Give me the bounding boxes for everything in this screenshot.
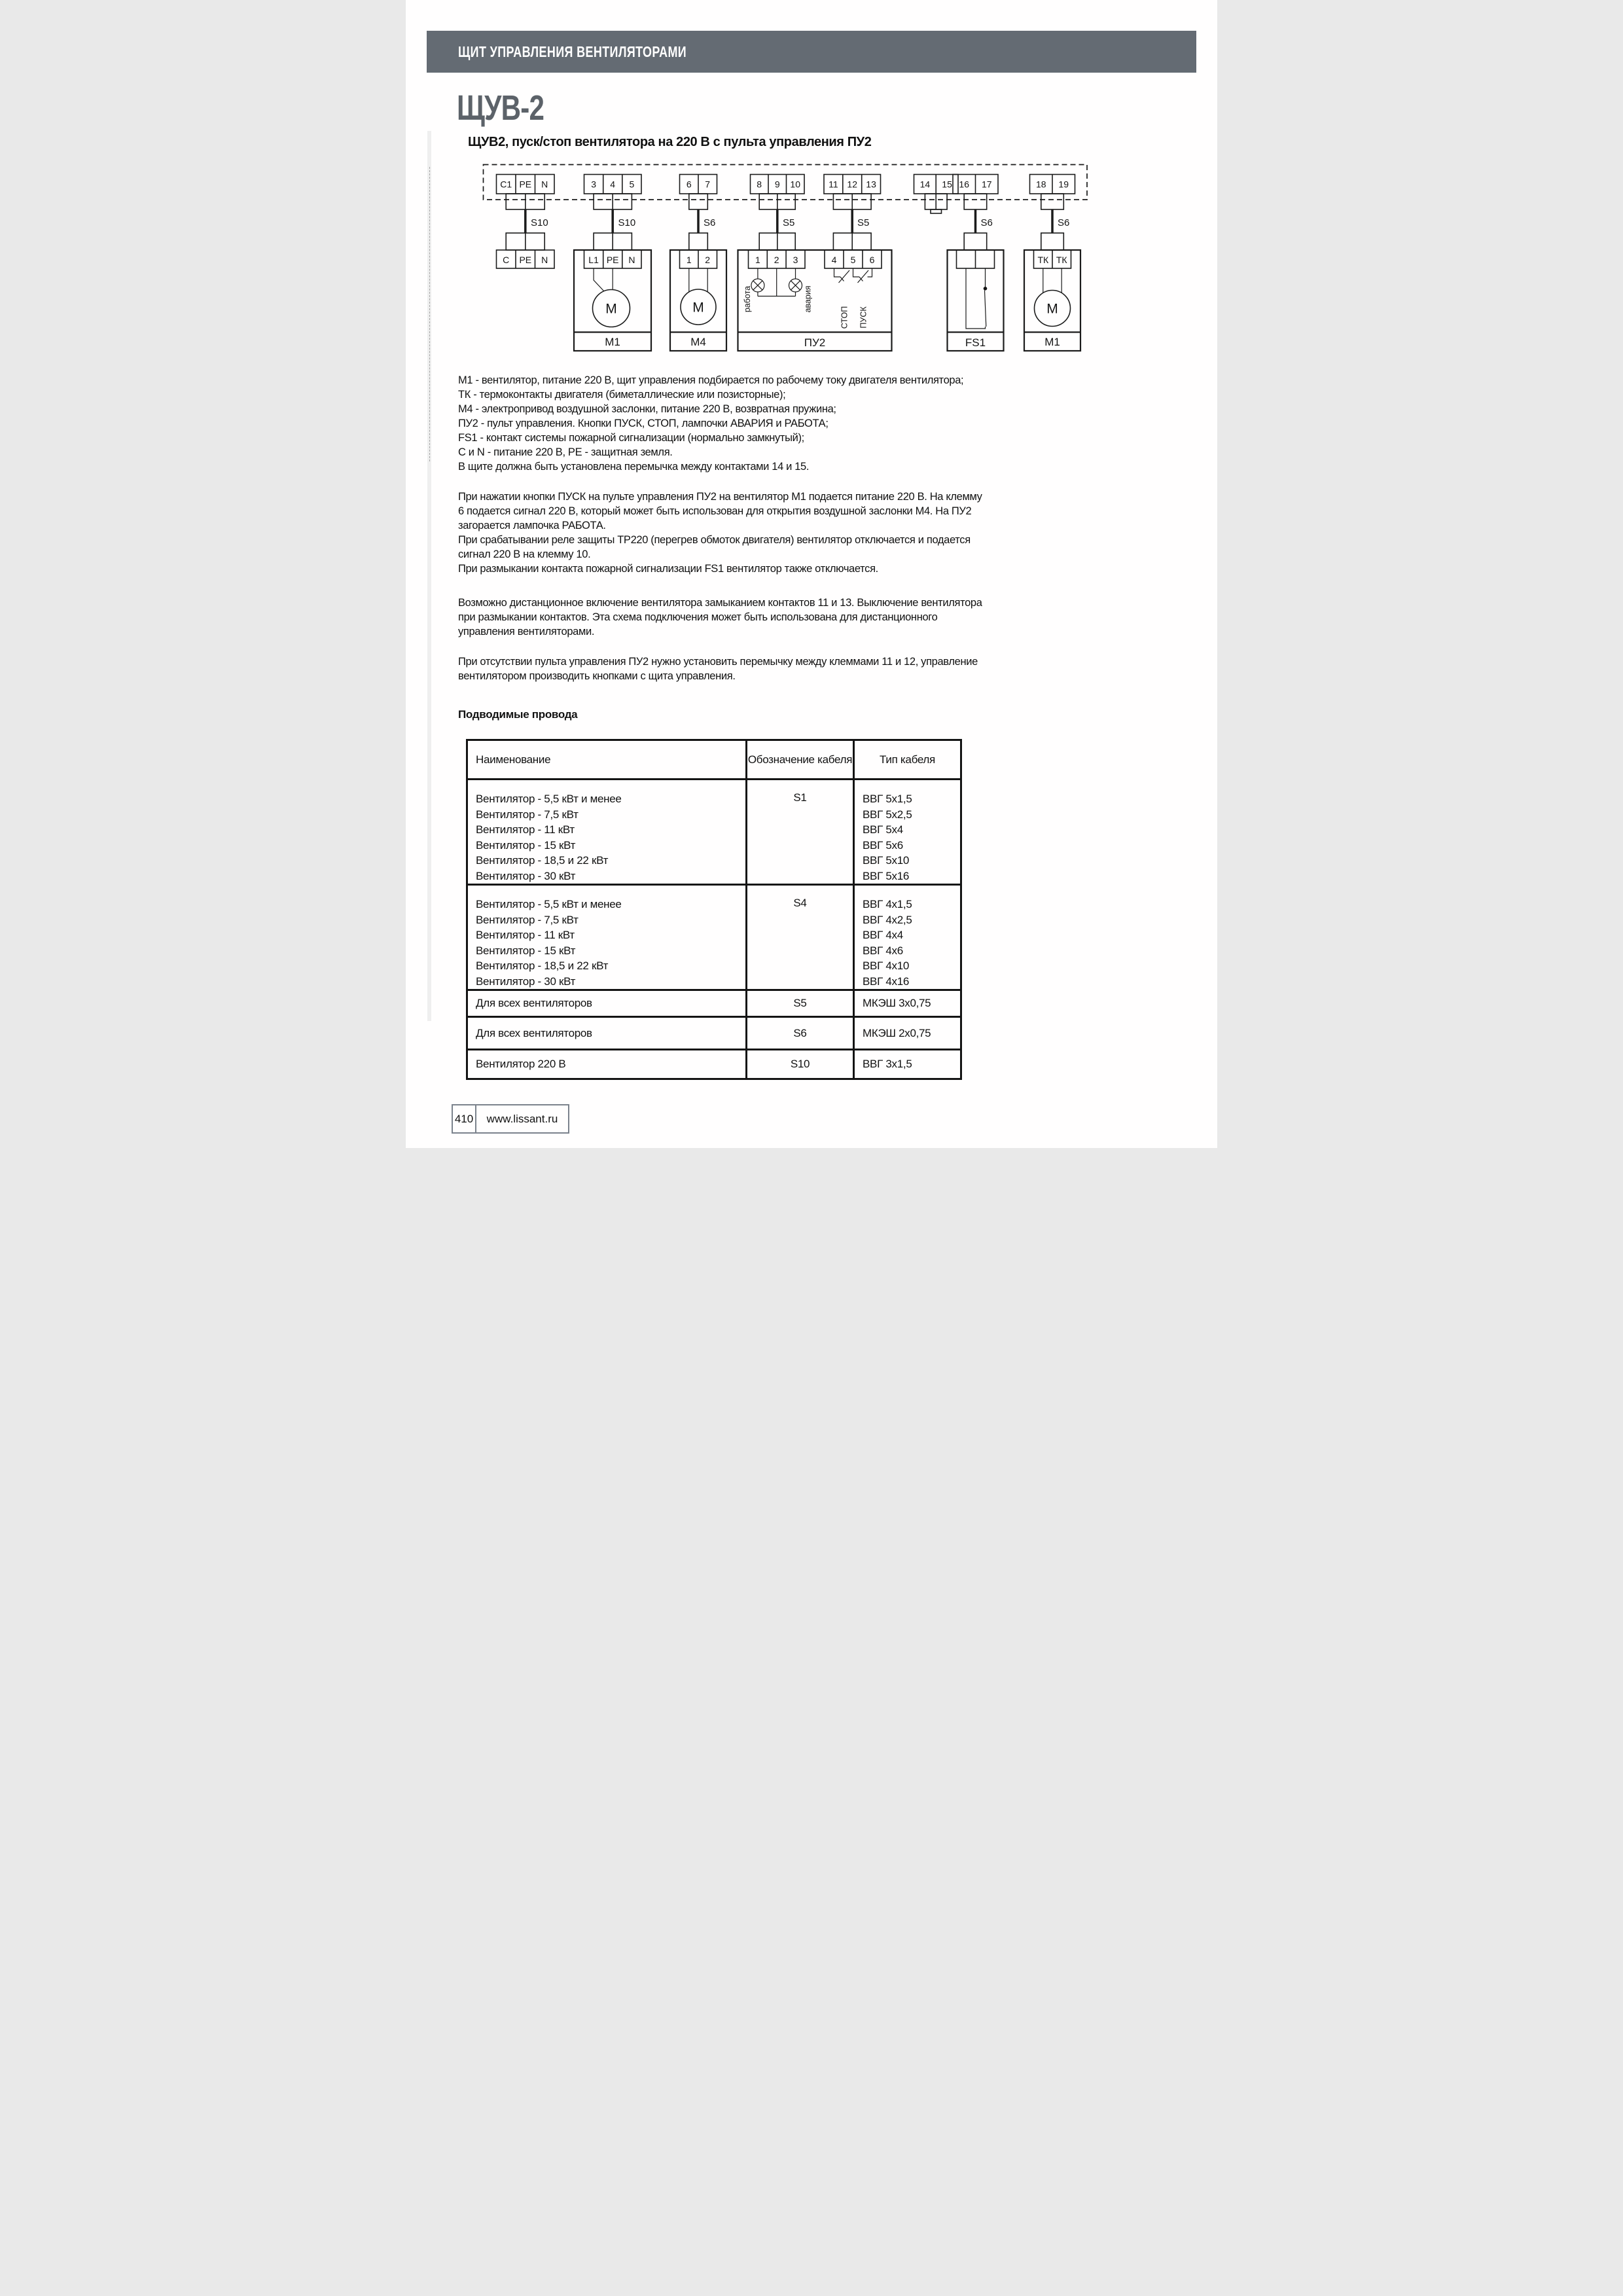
table-title: Подводимые провода — [458, 708, 578, 721]
table-row — [467, 885, 961, 990]
no-remote-paragraph — [458, 655, 978, 683]
table-cell-line: ВВГ 4х16 — [863, 975, 910, 988]
button-stop-label: СТОП — [840, 306, 849, 329]
cable-label: S6 — [704, 217, 716, 228]
terminal-label: 14 — [919, 179, 931, 190]
table-cell-line: ВВГ 4х6 — [863, 944, 903, 957]
terminal-label: C1 — [500, 179, 512, 190]
paragraph-line: При отсутствии пульта управления ПУ2 нужно установить перемычку между клеммами 11 и 12, управление — [458, 656, 978, 668]
terminal-label: 6 — [686, 179, 692, 190]
paragraph-line: При нажатии кнопки ПУСК на пульте управления ПУ2 на вентилятор М1 подается питание 220 В. На клемму — [458, 491, 982, 503]
table-cell-line: Вентилятор - 11 кВт — [476, 929, 575, 941]
table-cell-line: Вентилятор - 18,5 и 22 кВт — [476, 960, 609, 972]
paragraph-line: сигнал 220 В на клемму 10. — [458, 548, 591, 560]
table-cell-line: ВВГ 5х4 — [863, 823, 903, 836]
table-row — [467, 1050, 961, 1079]
terminal-label: 16 — [959, 179, 969, 190]
table-cell-line: Вентилятор - 18,5 и 22 кВт — [476, 854, 609, 867]
cable-code: S10 — [747, 1050, 854, 1079]
footer — [452, 1104, 569, 1134]
terminal-label: N — [628, 255, 635, 265]
button-start-label: ПУСК — [859, 306, 868, 329]
terminal-label: 11 — [829, 179, 838, 190]
cable-code: S1 — [747, 780, 854, 885]
fire-contact-blade — [985, 291, 986, 327]
contact-pivot-dot — [984, 287, 988, 291]
lamp-run-label: работа — [743, 285, 752, 313]
table-header-row — [467, 740, 961, 780]
column-header: Обозначение кабеля — [747, 740, 854, 780]
table-cell-line: ВВГ 5х10 — [863, 854, 910, 867]
wires-table — [466, 739, 962, 1080]
motor-letter: M — [605, 301, 617, 317]
diagram-column-power — [497, 175, 555, 269]
terminal-label: PE — [519, 255, 532, 265]
device-box-pu2 — [738, 250, 892, 351]
terminal-label: 5 — [629, 179, 635, 190]
terminal-label: 10 — [790, 179, 800, 190]
table-cell-line: ВВГ 4х1,5 — [863, 898, 912, 910]
table-cell-line: Вентилятор - 30 кВт — [476, 869, 576, 882]
cable-code: S4 — [747, 885, 854, 990]
paragraph-line: загорается лампочка РАБОТА. — [458, 520, 606, 531]
paragraph-line: вентилятором производить кнопками с щита управления. — [458, 670, 736, 682]
table-cell-line: Вентилятор - 15 кВт — [476, 838, 576, 852]
catalog-page — [406, 0, 1217, 1148]
legend-line: М1 - вентилятор, питание 220 В, щит управления подбирается по рабочему току двигателя вентилятора; — [458, 374, 964, 386]
terminal-label: 4 — [610, 179, 616, 190]
legend-line: ТК - термоконтакты двигателя (биметаллические или позисторные); — [458, 389, 786, 401]
table-cell-line: Вентилятор - 15 кВт — [476, 944, 576, 957]
table-cell-line: Вентилятор - 5,5 кВт и менее — [476, 793, 622, 805]
header-title: ЩИТ УПРАВЛЕНИЯ ВЕНТИЛЯТОРАМИ — [458, 43, 687, 60]
table-cell-line: Вентилятор - 7,5 кВт — [476, 913, 579, 926]
terminal-label: 7 — [705, 179, 711, 190]
table-cell-line: ВВГ 5х2,5 — [863, 808, 912, 821]
terminal-label: 1 — [686, 255, 692, 265]
panel-dashed-box — [484, 165, 1088, 200]
diagram-column-fs1 — [948, 175, 1004, 351]
terminal-label: 3 — [793, 255, 798, 265]
device-label-m4: М4 — [690, 336, 706, 348]
legend-line: М4 - электропривод воздушной заслонки, питание 220 В, возвратная пружина; — [458, 403, 836, 415]
table-cell: ВВГ 3х1,5 — [854, 1050, 961, 1079]
terminal-label: 15 — [942, 179, 952, 190]
terminal-label: 18 — [1036, 179, 1046, 190]
terminal-label: 3 — [591, 179, 596, 190]
diagram-column-m1-tk — [1024, 175, 1080, 351]
terminal-label: 1 — [755, 255, 760, 265]
motor-letter: M — [1046, 301, 1058, 317]
terminal-label: ТК — [1037, 255, 1049, 265]
lamp-alarm-label: авария — [803, 285, 813, 313]
terminal-label: 12 — [847, 179, 857, 190]
page-number: 410 — [453, 1105, 476, 1132]
table-cell-line: ВВГ 4х10 — [863, 960, 910, 972]
table-cell: МКЭШ 2х0,75 — [854, 1017, 961, 1050]
paragraph-line: При размыкании контакта пожарной сигнализации FS1 вентилятор также отключается. — [458, 563, 878, 575]
table-cell-line: ВВГ 4х4 — [863, 929, 903, 941]
diagram-column-m1 — [574, 175, 651, 351]
cable-label: S5 — [857, 217, 870, 228]
terminal-label: 4 — [831, 255, 837, 265]
cable-code: S5 — [747, 990, 854, 1017]
paragraph-line: При срабатывании реле защиты ТР220 (перегрев обмоток двигателя) вентилятор отключается и подается — [458, 534, 971, 546]
table-cell-line: ВВГ 5х6 — [863, 838, 903, 852]
terminal-label: 19 — [1058, 179, 1069, 190]
terminal-label: 5 — [850, 255, 856, 265]
table-cell-line: ВВГ 5х16 — [863, 869, 910, 882]
table-cell-line: ВВГ 5х1,5 — [863, 793, 912, 805]
diagram-column-pu2 — [738, 175, 892, 351]
terminal-label: C — [503, 255, 510, 265]
terminal-label: PE — [519, 179, 532, 190]
paragraph-line: Возможно дистанционное включение вентилятора замыканием контактов 11 и 13. Выключение вентилятора — [458, 597, 982, 609]
terminal-label: 8 — [757, 179, 762, 190]
paragraph-line: управления вентиляторами. — [458, 626, 595, 637]
table-cell: МКЭШ 3х0,75 — [854, 990, 961, 1017]
table-row — [467, 780, 961, 885]
device-label-pu2: ПУ2 — [804, 336, 826, 349]
terminal-label: ТК — [1056, 255, 1067, 265]
table-row — [467, 1017, 961, 1050]
table-cell: Вентилятор 220 В — [467, 1050, 747, 1079]
cable-label: S10 — [618, 217, 636, 228]
terminal-label: 2 — [774, 255, 779, 265]
legend-line: С и N - питание 220 В, PE - защитная земля. — [458, 446, 673, 458]
header-bar — [427, 31, 1196, 73]
wiring-diagram — [406, 160, 1217, 363]
table-row — [467, 990, 961, 1017]
terminal-label: 17 — [982, 179, 992, 190]
table-cell-line: Вентилятор - 11 кВт — [476, 823, 575, 836]
diagram-column-m4 — [670, 175, 726, 351]
terminal-label: 6 — [869, 255, 875, 265]
column-header: Тип кабеля — [854, 740, 961, 780]
legend-line: В щите должна быть установлена перемычка между контактами 14 и 15. — [458, 461, 810, 473]
cable-label: S10 — [531, 217, 548, 228]
terminal-label: 9 — [774, 179, 780, 190]
device-label-m1-tk: М1 — [1044, 336, 1060, 348]
product-title: ЩУВ-2 — [457, 88, 544, 128]
remote-paragraph — [458, 596, 982, 639]
terminal-label: L1 — [588, 255, 599, 265]
device-label-fs1: FS1 — [965, 336, 986, 349]
legend-block — [458, 373, 963, 474]
table-cell: Для всех вентиляторов — [467, 990, 747, 1017]
terminal-label: N — [541, 255, 548, 265]
table-cell-line: ВВГ 4х2,5 — [863, 913, 912, 926]
terminal-label: 13 — [866, 179, 876, 190]
table-cell: Для всех вентиляторов — [467, 1017, 747, 1050]
table-cell-line: Вентилятор - 7,5 кВт — [476, 808, 579, 821]
paragraph-line: при размыкании контактов. Эта схема подключения может быть использована для дистанционного — [458, 611, 938, 623]
cable-code: S6 — [747, 1017, 854, 1050]
cable-label: S6 — [980, 217, 993, 228]
device-label-m1: М1 — [605, 336, 620, 348]
product-subtitle: ЩУВ2, пуск/стоп вентилятора на 220 В с пульта управления ПУ2 — [468, 135, 872, 149]
terminal-label: 2 — [705, 255, 711, 265]
legend-line: ПУ2 - пульт управления. Кнопки ПУСК, СТОП, лампочки АВАРИЯ и РАБОТА; — [458, 418, 829, 429]
column-header: Наименование — [467, 740, 747, 780]
motor-letter: M — [692, 300, 704, 315]
terminal-label: N — [541, 179, 548, 190]
diagram-column-jumper — [914, 175, 959, 214]
paragraph-line: 6 подается сигнал 220 В, который может быть использован для открытия воздушной заслонки М4. На ПУ2 — [458, 505, 972, 517]
legend-line: FS1 - контакт системы пожарной сигнализации (нормально замкнутый); — [458, 432, 804, 444]
operation-paragraph — [458, 490, 982, 576]
cable-label: S6 — [1058, 217, 1070, 228]
table-cell-line: Вентилятор - 30 кВт — [476, 975, 576, 988]
terminal-label: PE — [606, 255, 619, 265]
website-text: www.lissant.ru — [486, 1112, 558, 1125]
table-cell-line: Вентилятор - 5,5 кВт и менее — [476, 898, 622, 910]
cable-label: S5 — [783, 217, 795, 228]
